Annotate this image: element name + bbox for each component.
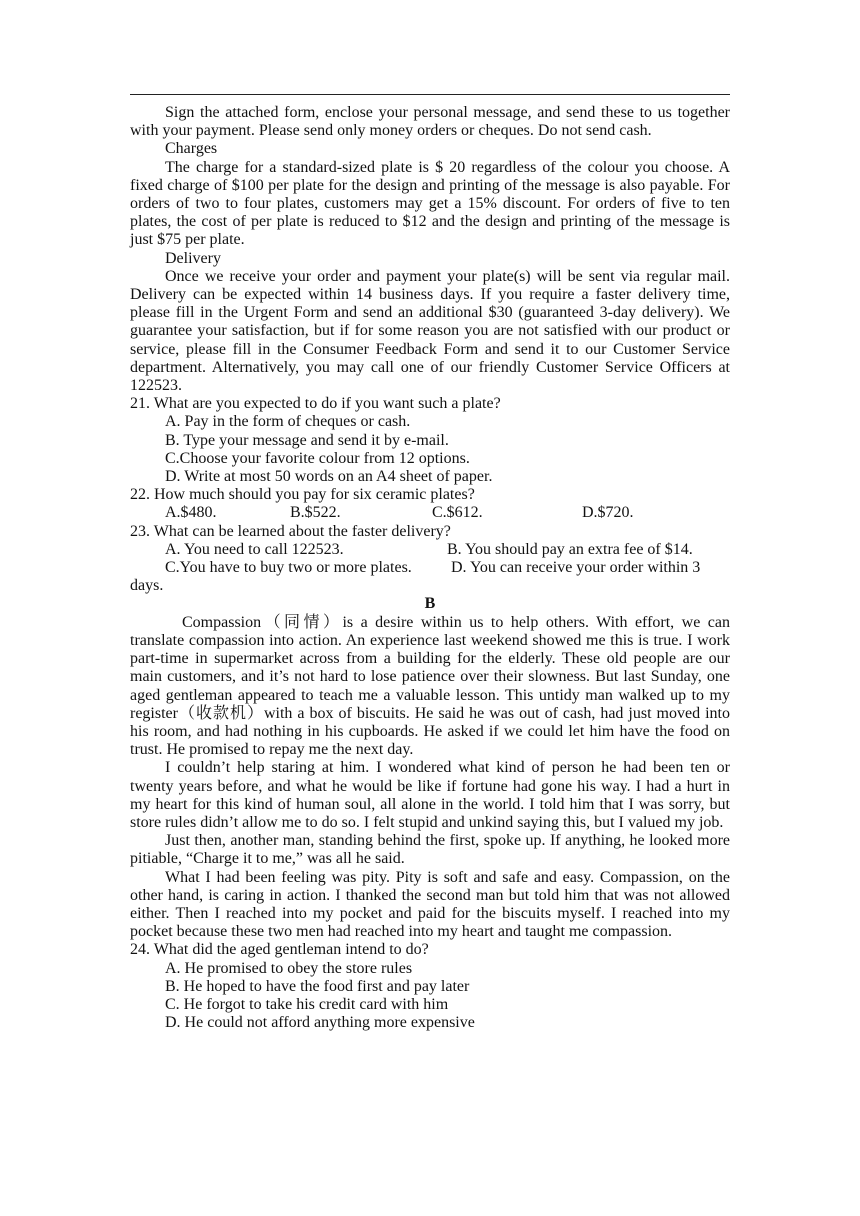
option-22-a: A.$480.	[165, 504, 217, 522]
option-21-d: D. Write at most 50 words on an A4 sheet of paper.	[165, 468, 493, 486]
option-21-b: B. Type your message and send it by e-mail.	[165, 431, 449, 449]
paragraph: The charge for a standard-sized plate is $ 20 regardless of the colour you choose. A fixed charge of $100 per plate for the design and printing of the message is also payable. For orders of two to four plates, customers may get a 15% discount. For orders of five to ten plates, the cost of per plate is reduced to $12 and the design and printing of the message is just $75 per plate.	[130, 158, 730, 249]
question-24: 24. What did the aged gentleman intend to do?	[130, 941, 429, 959]
options-23-row2	[130, 559, 730, 577]
option-24-b: B. He hoped to have the food first and pay later	[165, 977, 470, 995]
paragraph: I couldn’t help staring at him. I wondered what kind of person he had been ten or twenty years before, and what he would be like if fortune had gone his way. I had a hurt in my heart for this kind of human soul, all alone in the world. I told him that I was sorry, but store rules didn’t allow me to do so. I felt stupid and unkind saying this, but I valued my job.	[130, 759, 730, 831]
question-21: 21. What are you expected to do if you want such a plate?	[130, 395, 501, 413]
header-rule	[130, 94, 730, 95]
paragraph: Just then, another man, standing behind the first, spoke up. If anything, he looked more pitiable, “Charge it to me,” was all he said.	[130, 832, 730, 868]
option-23-a: A. You need to call 122523.	[165, 540, 344, 558]
section-heading-delivery: Delivery	[165, 249, 221, 267]
paragraph: Once we receive your order and payment your plate(s) will be sent via regular mail. Delivery can be expected within 14 business days. If you require a faster delivery time, please fill in the Urgent Form and send an additional $30 (guaranteed 3-day delivery). We guarantee your satisfaction, but if for some reason you are not satisfied with our product or service, please fill in the Consumer Feedback Form and send it to our Customer Service department. Alternatively, you may call one of our friendly Customer Service Officers at 122523.	[130, 267, 730, 395]
option-23-d-continued: days.	[130, 577, 164, 595]
option-21-c: C.Choose your favorite colour from 12 options.	[165, 449, 470, 467]
section-heading-charges: Charges	[165, 140, 218, 158]
paragraph: Sign the attached form, enclose your personal message, and send these to us together with your payment. Please send only money orders or cheques. Do not send cash.	[130, 104, 730, 140]
options-23-row1	[130, 541, 730, 559]
options-22	[130, 504, 730, 522]
option-21-a: A. Pay in the form of cheques or cash.	[165, 413, 411, 431]
option-22-d: D.$720.	[582, 504, 634, 522]
option-22-b: B.$522.	[290, 504, 341, 522]
option-24-d: D. He could not afford anything more expensive	[165, 1014, 475, 1032]
option-23-b: B. You should pay an extra fee of $14.	[447, 540, 693, 558]
question-22: 22. How much should you pay for six ceramic plates?	[130, 486, 475, 504]
paragraph: Compassion（同情）is a desire within us to help others. With effort, we can translate compassion into action. An experience last weekend showed me this is true. I work part-time in supermarket across from a building for the elderly. These old people are our main customers, and it’s not hard to lose patience over their slowness. But last Sunday, one aged gentleman appeared to teach me a valuable lesson. This untidy man walked up to my register（收款机）with a box of biscuits. He said he was out of cash, had just moved into his room, and had nothing in his cupboards. He asked if we could let him have the food on trust. He promised to repay me the next day.	[130, 613, 730, 759]
document-page	[130, 94, 730, 1032]
paragraph: What I had been feeling was pity. Pity is soft and safe and easy. Compassion, on the other hand, is caring in action. I thanked the second man but told him that was not allowed either. Then I reached into my pocket and paid for the biscuits myself. I reached into my pocket because these two men had reached into my heart and taught me compassion.	[130, 868, 730, 941]
option-24-c: C. He forgot to take his credit card with him	[165, 995, 449, 1013]
option-23-d: D. You can receive your order within 3	[451, 559, 701, 577]
option-23-c: C.You have to buy two or more plates.	[165, 559, 412, 577]
question-23: 23. What can be learned about the faster delivery?	[130, 522, 451, 540]
section-b-label: B	[424, 595, 436, 613]
option-24-a: A. He promised to obey the store rules	[165, 959, 413, 977]
option-22-c: C.$612.	[432, 504, 483, 522]
